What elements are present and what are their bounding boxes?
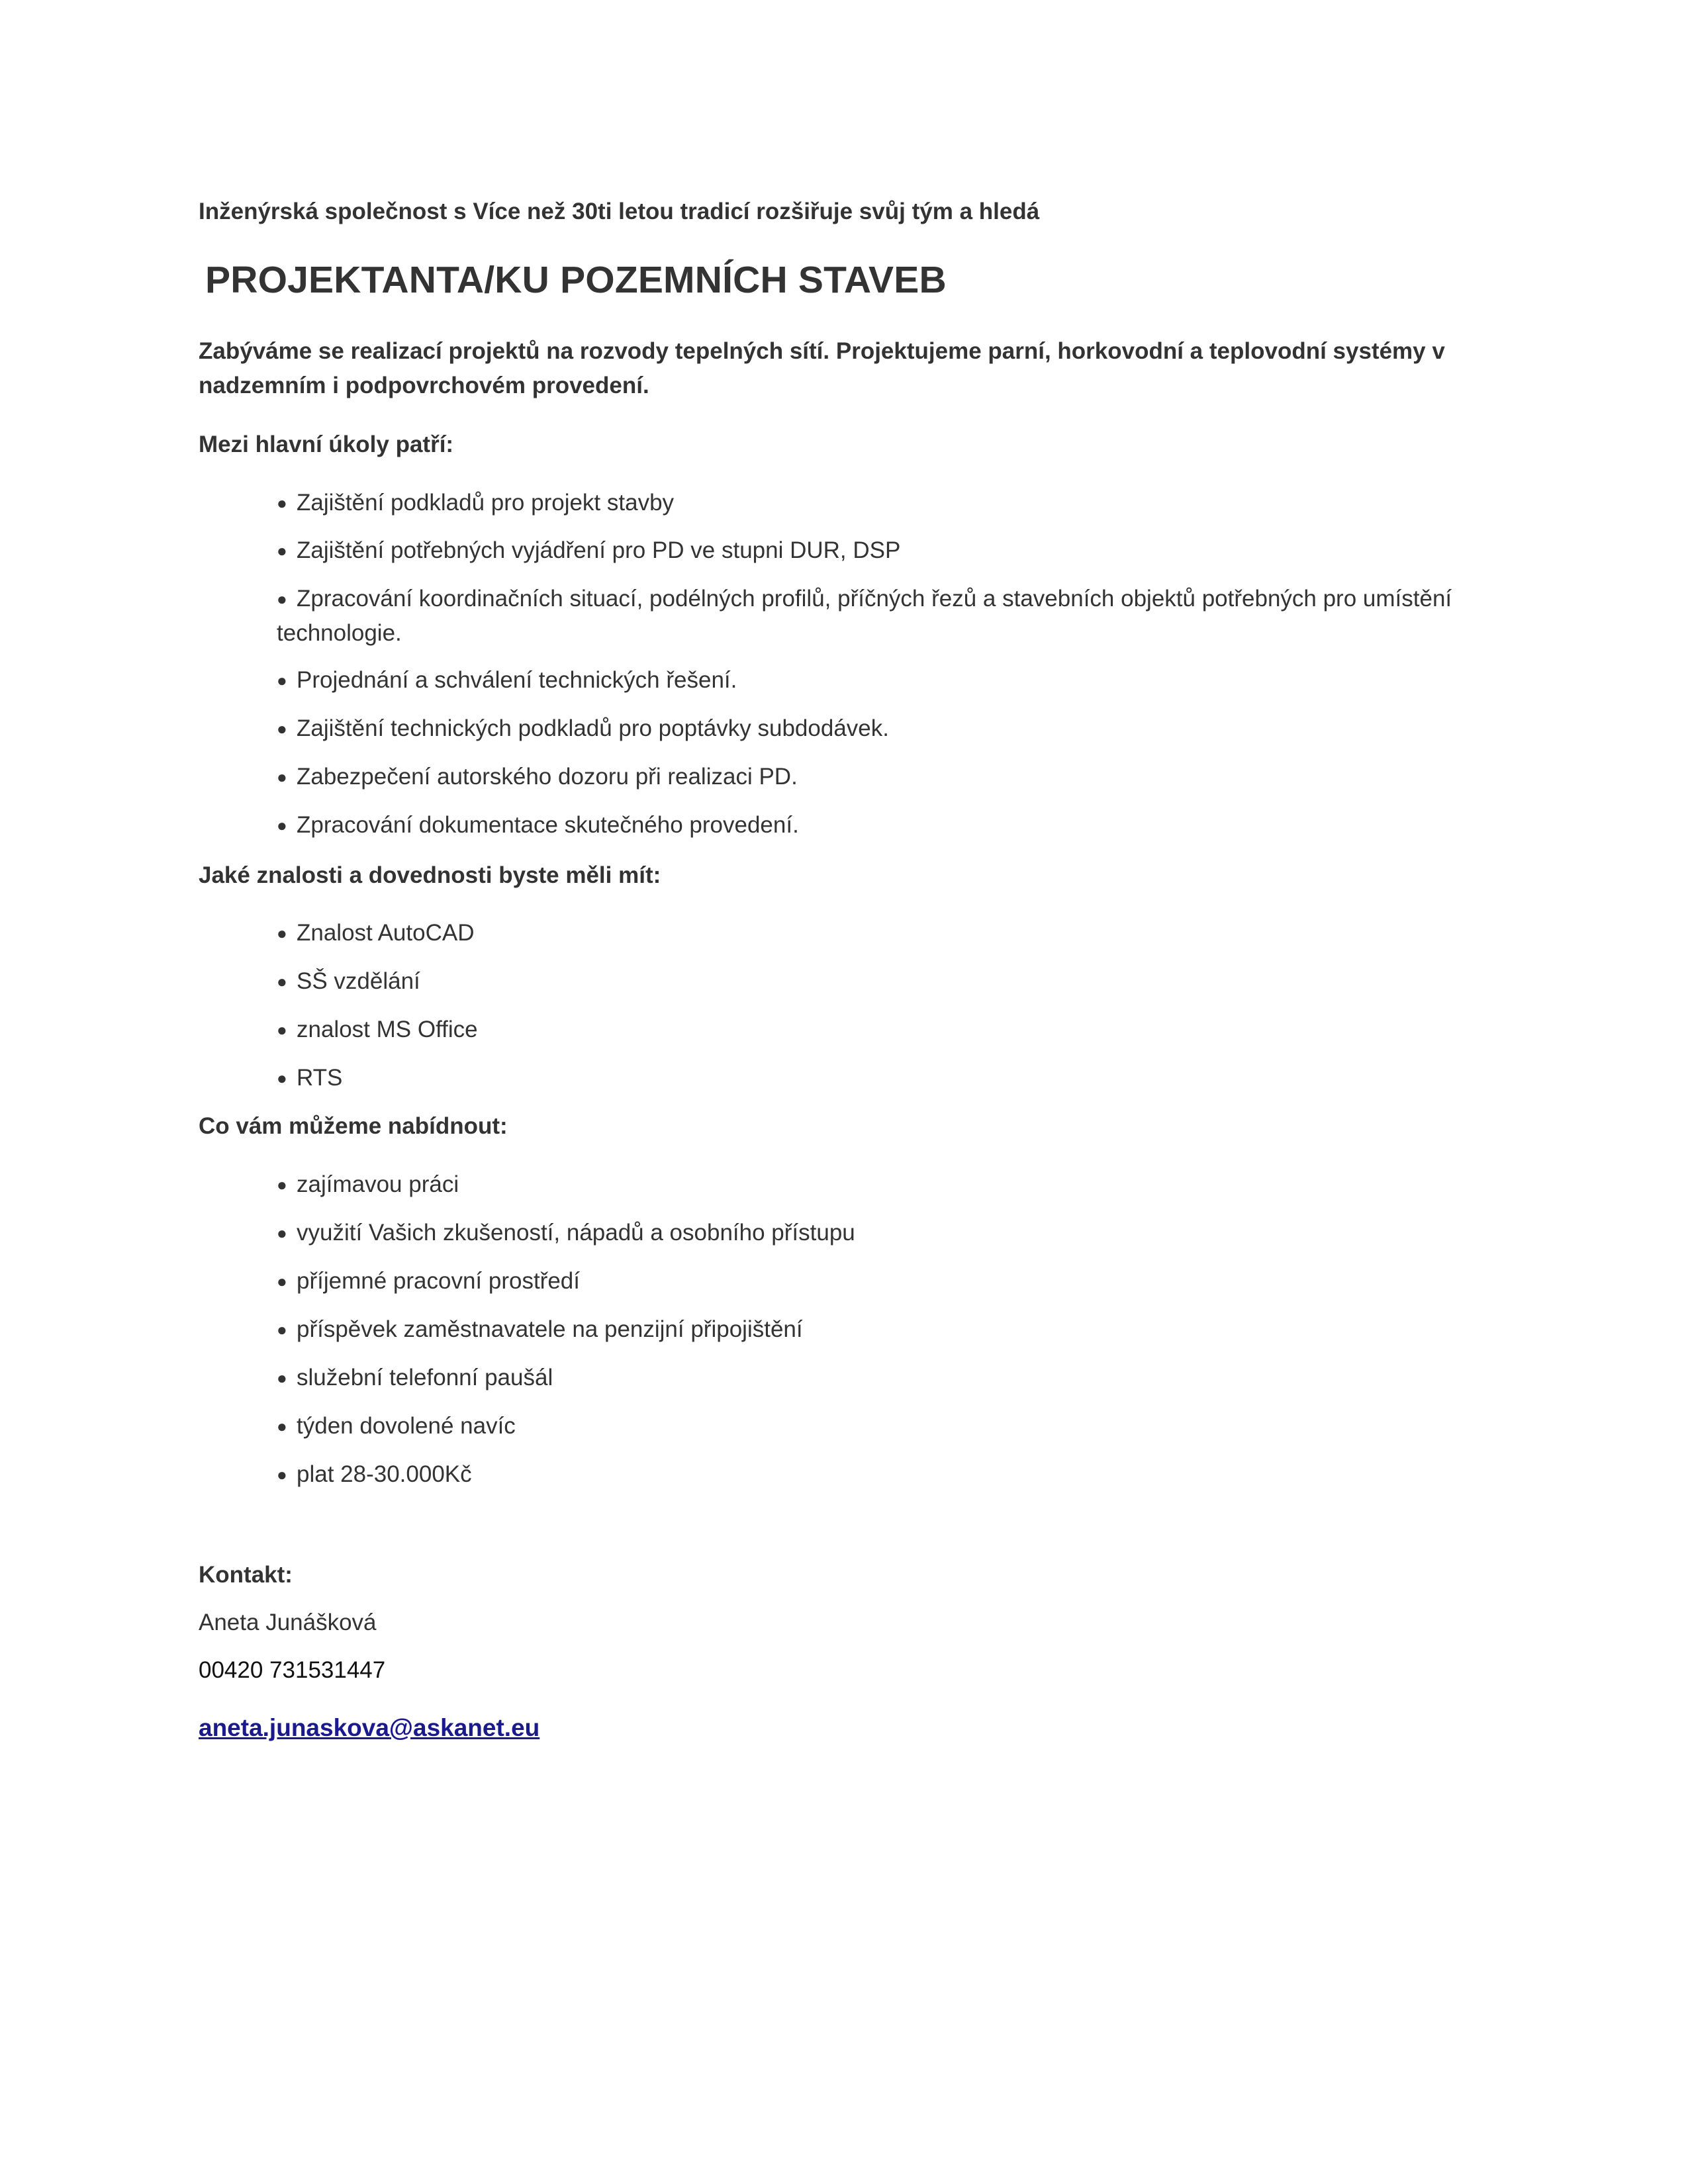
bullet-icon: ● xyxy=(277,1175,287,1195)
offer-item xyxy=(277,1457,1495,1492)
task-item-text: Zajištění potřebných vyjádření pro PD ve stupni DUR, DSP xyxy=(297,537,901,563)
company-description: Zabýváme se realizací projektů na rozvody tepelných sítí. Projektujeme parní, horkovodní a teplovodní systémy v nadzemním i podpovrchovém provedení. xyxy=(199,338,1445,398)
task-item-text: Zpracování dokumentace skutečného provedení. xyxy=(297,812,799,838)
skill-item-text: Znalost AutoCAD xyxy=(297,920,475,946)
contact-name: Aneta Junášková xyxy=(199,1610,377,1635)
offer-item-text: zajímavou práci xyxy=(297,1171,459,1197)
skill-item xyxy=(277,964,1495,999)
offer-item-text: služební telefonní paušál xyxy=(297,1365,553,1390)
bullet-icon: ● xyxy=(277,1416,287,1436)
offer-item xyxy=(277,1216,1495,1250)
task-item xyxy=(277,760,1495,794)
bullet-icon: ● xyxy=(277,1320,287,1340)
task-item-text: Zajištění technických podkladů pro poptávky subdodávek. xyxy=(297,715,889,741)
offer-item xyxy=(277,1312,1495,1347)
bullet-icon: ● xyxy=(277,1020,287,1040)
bullet-icon: ● xyxy=(277,493,287,513)
bullet-icon: ● xyxy=(277,1223,287,1243)
skill-item xyxy=(277,1061,1495,1095)
contact-heading: Kontakt: xyxy=(199,1562,293,1588)
bullet-icon: ● xyxy=(277,972,287,991)
offer-item xyxy=(277,1409,1495,1443)
bullet-icon: ● xyxy=(277,815,287,835)
task-item-text: Projednání a schválení technických řešení. xyxy=(297,667,737,693)
bullet-icon: ● xyxy=(277,589,287,609)
skill-item xyxy=(277,1013,1495,1047)
intro-text: Inženýrská společnost s Více než 30ti letou tradicí rozšiřuje svůj tým a hledá xyxy=(199,199,1040,224)
bullet-icon: ● xyxy=(277,1465,287,1484)
task-item-text: Zabezpečení autorského dozoru při realizaci PD. xyxy=(297,764,798,790)
contact-phone: 00420 731531447 xyxy=(199,1657,386,1683)
skills-heading: Jaké znalosti a dovednosti byste měli mít: xyxy=(199,862,661,888)
offer-item xyxy=(277,1361,1495,1395)
skill-item-text: znalost MS Office xyxy=(297,1017,478,1042)
job-title: PROJEKTANTA/KU POZEMNÍCH STAVEB xyxy=(205,259,947,301)
task-item-text: Zpracování koordinačních situací, podélných profilů, příčných řezů a stavebních objektů potřebných pro umístění technologie. xyxy=(277,586,1452,646)
skill-item-text: SŠ vzdělání xyxy=(297,968,420,994)
skill-item-text: RTS xyxy=(297,1065,343,1091)
offer-item xyxy=(277,1167,1495,1202)
task-item xyxy=(277,711,1495,746)
offer-item xyxy=(277,1264,1495,1298)
offer-heading: Co vám můžeme nabídnout: xyxy=(199,1113,508,1139)
offer-item-text: týden dovolené navíc xyxy=(297,1413,516,1439)
bullet-icon: ● xyxy=(277,1271,287,1291)
offer-item-text: plat 28-30.000Kč xyxy=(297,1461,472,1487)
contact-email-link[interactable]: aneta.junaskova@askanet.eu xyxy=(199,1714,540,1741)
task-item xyxy=(277,533,1495,568)
task-item-text: Zajištění podkladů pro projekt stavby xyxy=(297,490,675,516)
bullet-icon: ● xyxy=(277,767,287,787)
task-item xyxy=(277,486,1495,520)
bullet-icon: ● xyxy=(277,541,287,561)
offer-item-text: příspěvek zaměstnavatele na penzijní připojištění xyxy=(297,1316,803,1342)
task-item xyxy=(277,582,1495,651)
bullet-icon: ● xyxy=(277,923,287,943)
skill-item xyxy=(277,916,1495,950)
task-item xyxy=(277,808,1495,842)
tasks-heading: Mezi hlavní úkoly patří: xyxy=(199,432,454,457)
offer-item-text: příjemné pracovní prostředí xyxy=(297,1268,580,1294)
task-item xyxy=(277,663,1495,698)
bullet-icon: ● xyxy=(277,1368,287,1388)
bullet-icon: ● xyxy=(277,670,287,690)
offer-item-text: využití Vašich zkušeností, nápadů a osobního přístupu xyxy=(297,1220,855,1246)
bullet-icon: ● xyxy=(277,1068,287,1088)
bullet-icon: ● xyxy=(277,719,287,739)
